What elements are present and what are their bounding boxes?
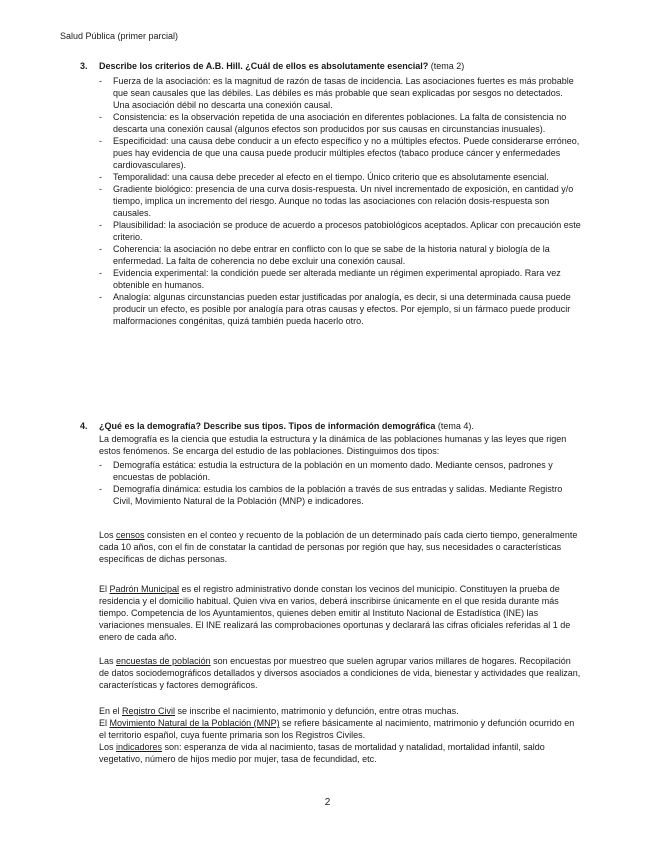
question-3-title-suffix: (tema 2) bbox=[428, 61, 465, 71]
question-3-number: 3. bbox=[80, 61, 88, 71]
question-3-title bbox=[99, 60, 579, 72]
question-4-title-bold: ¿Qué es la demografía? Describe sus tipos. Tipos de información demográfica bbox=[99, 421, 436, 431]
registro-paragraph bbox=[99, 705, 581, 717]
text-span: Los bbox=[99, 742, 117, 752]
list-item: - Evidencia experimental: la condición puede ser alterada mediante un régimen experimental apropiado. Rara vez obtenible en humanos. bbox=[99, 267, 581, 291]
list-item: - Especificidad: una causa debe conducir a un efecto específico y no a múltiples efectos. Puede considerarse erróneo, pues hay evidencia de que una causa puede producir múltiples efectos (tabaco produce cáncer y enfermedades cardiovasculares). bbox=[99, 135, 581, 171]
list-item: - Temporalidad: una causa debe preceder al efecto en el tiempo. Único criterio que es absolutamente esencial. bbox=[99, 171, 581, 183]
question-4-number: 4. bbox=[80, 421, 88, 431]
question-3-title-bold: Describe los criterios de A.B. Hill. ¿Cuál de ellos es absolutamente esencial? bbox=[99, 61, 429, 71]
question-4-title bbox=[99, 420, 579, 432]
registro-term: Registro Civil bbox=[122, 706, 176, 716]
text-span: se inscribe el nacimiento, matrimonio y defunción, entre otras muchas. bbox=[175, 706, 459, 716]
list-item: - Demografía estática: estudia la estructura de la población en un momento dado. Mediante censos, padrones y encuestas de población. bbox=[99, 459, 581, 483]
indicadores-term: indicadores bbox=[116, 742, 163, 752]
text-span: son: esperanza de vida al nacimiento, tasas de mortalidad y natalidad, mortalidad infantil, saldo vegetativo, número de hijos medio por mujer, tasa de fecundidad, etc. bbox=[99, 742, 545, 764]
hill-criteria-list bbox=[99, 75, 581, 327]
text-span: Los bbox=[99, 530, 117, 540]
padron-term: Padrón Municipal bbox=[109, 584, 180, 594]
demography-intro: La demografía es la ciencia que estudia la estructura y la dinámica de las poblaciones humanas y las leyes que rigen estos fenómenos. Se encarga del estudio de las poblaciones. Distinguimos dos tipos: bbox=[99, 434, 567, 456]
page-header: Salud Pública (primer parcial) bbox=[60, 31, 179, 41]
list-item: - Gradiente biológico: presencia de una curva dosis-respuesta. Un nivel incrementado de exposición, en cantidad y/o tiempo, implica un incremento del riesgo. Aunque no todas las asociaciones con relación dosis-respuesta son causales. bbox=[99, 183, 581, 219]
page-number: 2 bbox=[324, 797, 331, 808]
censos-term: censos bbox=[116, 530, 145, 540]
encuestas-paragraph bbox=[99, 655, 581, 691]
text-span: El bbox=[99, 718, 110, 728]
text-span: Las bbox=[99, 656, 117, 666]
indicadores-paragraph bbox=[99, 741, 581, 765]
mnp-term: Movimiento Natural de la Población (MNP) bbox=[109, 718, 280, 728]
question-4-title-suffix: (tema 4). bbox=[435, 421, 474, 431]
encuestas-term: encuestas de población bbox=[116, 656, 211, 666]
text-span: es el registro administrativo donde constan los vecinos del municipio. Constituyen la prueba de residencia y el domicilio habitual. Quien viva en varios, deberá inscribirse únicamente en el que resida durante más tiempo. Competencia de los Ayuntamientos, quienes deben emitir al Instituto Nacional de Estadística (INE) las variaciones mensuales. El INE realizará las comprobaciones oportunas y declarará las cifras oficiales referidas al 1 de enero de cada año. bbox=[99, 584, 571, 642]
censos-paragraph bbox=[99, 529, 581, 565]
list-item: - Demografía dinámica: estudia los cambios de la población a través de sus entradas y salidas. Mediante Registro Civil, Movimiento Natural de la Población (MNP) e indicadores. bbox=[99, 483, 581, 507]
padron-paragraph bbox=[99, 583, 581, 643]
text-span: son encuestas por muestreo que suelen agrupar varios millares de hogares. Recopilación de datos sociodemográficos detallados y diversos asociados a condiciones de vida, bienestar y actividades que realizan, características y factores demográficos. bbox=[99, 656, 581, 690]
list-item: - Coherencia: la asociación no debe entrar en conflicto con lo que se sabe de la historia natural y biología de la enfermedad. La falta de coherencia no debe excluir una conexión causal. bbox=[99, 243, 581, 267]
list-item: - Plausibilidad: la asociación se produce de acuerdo a procesos patobiológicos aceptados. Aplicar con precaución este criterio. bbox=[99, 219, 581, 243]
mnp-paragraph bbox=[99, 717, 581, 741]
list-item: - Analogía: algunas circunstancias pueden estar justificadas por analogía, es decir, si una determinada causa puede producir un efecto, es posible por analogía para otras causas y efectos. Por ejemplo, si un fármaco puede producir malformaciones congénitas, quizá también pueda hacerlo otro. bbox=[99, 291, 581, 327]
demography-types-list bbox=[99, 459, 581, 507]
text-span: El bbox=[99, 584, 110, 594]
text-span: consisten en el conteo y recuento de la población de un determinado país cada cierto tiempo, generalmente cada 10 años, con el fin de constatar la cantidad de personas por región que hay, sus necesidades o características específicas de dichas personas. bbox=[99, 530, 578, 564]
text-span: se refiere básicamente al nacimiento, matrimonio y defunción ocurrido en el territorio español, cuya fuente primaria son los Registros Civiles. bbox=[99, 718, 575, 740]
list-item: - Consistencia: es la observación repetida de una asociación en diferentes poblaciones. La falta de consistencia no descarta una conexión causal (algunos efectos son producidos por sus causas en circunstancias inusuales). bbox=[99, 111, 581, 135]
list-item: - Fuerza de la asociación: es la magnitud de razón de tasas de incidencia. Las asociaciones fuertes es más probable que sean causales que las débiles. Las débiles es más probable que sean explicadas por sesgos no detectados. Una asociación débil no descarta una conexión causal. bbox=[99, 75, 581, 111]
text-span: En el bbox=[99, 706, 123, 716]
